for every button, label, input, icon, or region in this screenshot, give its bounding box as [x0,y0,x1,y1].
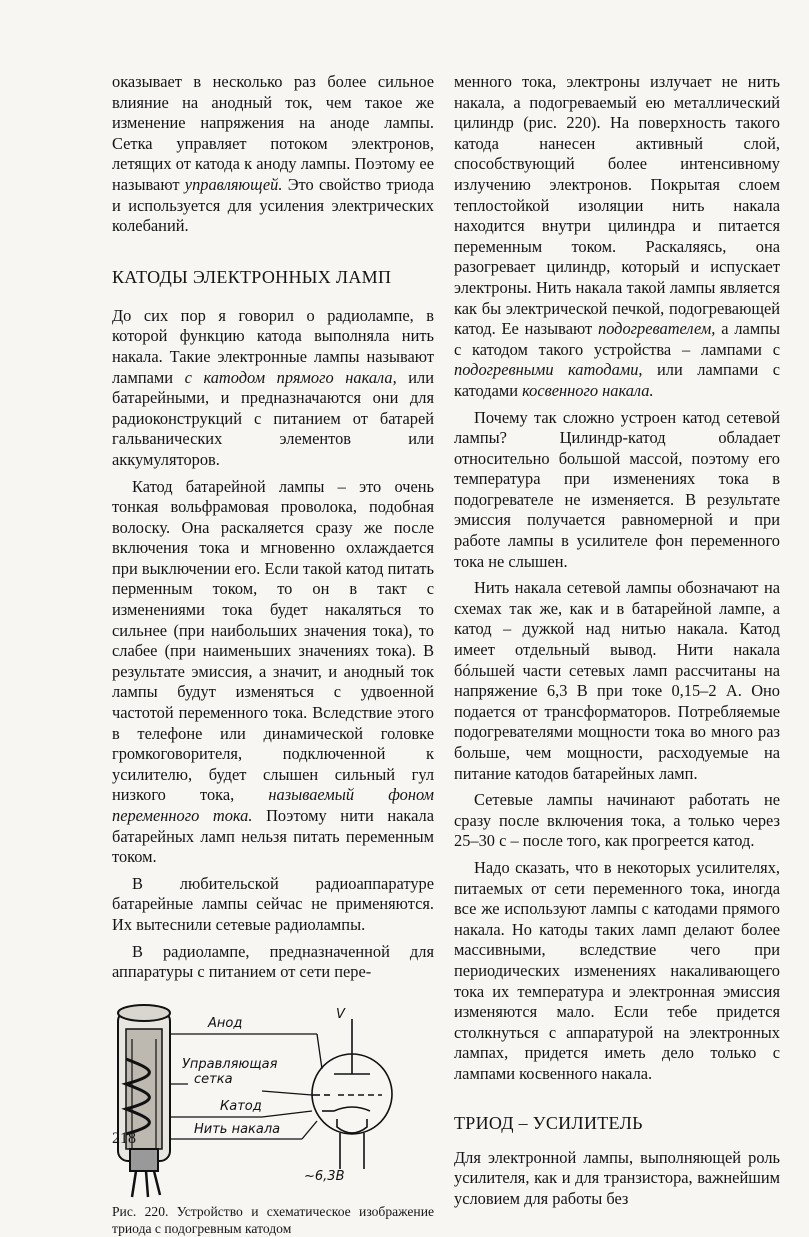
right-paragraph-5: Надо сказать, что в некоторых усилителях, питаемых от сети переменного тока, иногда все же используют лампы с катодами прямого накала. Но катоды таких ламп делают более массивными, вследствие чего при периодических изменениях накаливающего тока их температура и электронная эмиссия изменяются мало. Если тебе придется столкнуться с аппаратурой на электронных лампах, придется иметь дело только с лампами косвенного накала. [454,857,780,1083]
section-heading-cathodes: КАТОДЫ ЭЛЕКТРОННЫХ ЛАМП [112,266,392,287]
triode-illustration [112,999,434,1199]
page-number: 218 [112,1130,136,1147]
left-paragraph-1: оказывает в несколько раз более сильное влияние на анодный ток, чем такое же изменение напряжения на аноде лампы. Сетка управляет потоком электронов, летящих от катода к аноду лампы. Поэтому ее называют управляющей. Это свойство триода и используется для усиления электрических колебаний. [112,72,434,236]
right-paragraph-2: Почему так сложно устроен катод сетевой лампы? Цилиндр-катод обладает относительно большой массой, поэтому его температура при изменениях тока в подогревателе не изменяется. В результате эмиссия получается равномерной и при работе лампы в усилителе фон переменного тока не слышен. [454,407,780,571]
left-paragraph-3: Катод батарейной лампы – это очень тонкая вольфрамовая проволока, подобная волоску. Она раскаляется сразу же после включения тока и мгновенно охлаждается при выключении его. Если такой катод питать перменным током, то он в такт с изменениями тока будет накаляться то сильнее (при наибольших значения тока), то слабее (при наименьших значениях тока). В результате эмиссия, а значит, и анодный ток лампы будут изменяться с удвоенной частотой переменного тока. Вследствие этого в телефоне или динамической головке громкоговорителя, подключенной к усилителю, будет слышен сильный гул низкого тока, называемый фоном переменного тока. Поэтому нити накала батарейных ламп нельзя питать переменным током. [112,476,434,867]
left-paragraph-2: До сих пор я говорил о радиолампе, в которой функцию катода выполняла нить накала. Такие электронные лампы называют лампами с катодом прямого накала, или батарейными, и предназначаются они для радиоконструкций с питанием от батарей гальванических элементов или аккумуляторов. [112,305,434,469]
section-heading-triode: ТРИОД – УСИЛИТЕЛЬ [454,1112,643,1133]
triode-symbol [312,1019,392,1169]
figure-caption: Рис. 220. Устройство и схематическое изображение триода с подогревным катодом [112,1203,434,1236]
figure-label-anode: Анод [208,1015,243,1031]
right-column [454,72,780,1209]
figure-label-filament: Нить накала [194,1121,281,1137]
tube-drawing [118,1005,170,1197]
figure-triode [112,999,434,1199]
figure-label-v: V [336,1006,345,1022]
right-paragraph-6: Для электронной лампы, выполняющей роль усилителя, как и для транзистора, важнейшим условием для работы без [454,1147,780,1208]
figure-label-cathode: Катод [220,1098,262,1114]
right-paragraph-4: Сетевые лампы начинают работать не сразу после включения тока, а только через 25–30 с – после того, как прогреется катод. [454,790,780,851]
left-paragraph-5: В радиолампе, предназначенной для аппаратуры с питанием от сети пере- [112,941,434,982]
right-paragraph-1: менного тока, электроны излучает не нить накала, а подогреваемый ею металлический цилиндр (рис. 220). На поверхность такого катода нанесен активный слой, способствующий более интенсивному излучению электронов. Покрытая слоем теплостойкой изоляции нить накала находится внутри цилиндра и питается переменным током. Раскаляясь, она разогревает цилиндр, который и испускает электроны. Нить накала такой лампы является как бы электрической печкой, подогревающей катод. Ее называют подогревателем, а лампы с катодом такого устройства – лампами с подогревными катодами, или лампами с катодами косвенного накала. [454,72,780,400]
figure-label-voltage: ~6,3В [304,1168,345,1184]
right-paragraph-3: Нить накала сетевой лампы обозначают на схемах так же, как и в батарейной лампе, а катод – дужкой над нитью накала. Катод имеет отдельный вывод. Нити накала бóльшей части сетевых ламп рассчитаны на напряжение 6,3 В при токе 0,15–2 А. Оно подается от трансформаторов. Потребляемые подогревателями мощности тока во много раз больше, чем мощности, расходуемые на питание катодов батарейных ламп. [454,578,780,783]
figure-label-grid-2: сетка [194,1071,233,1087]
figure-label-grid-1: Управляющая [182,1056,278,1072]
left-column [112,72,434,1237]
left-paragraph-4: В любительской радиоаппаратуре батарейные лампы сейчас не применяются. Их вытеснили сетевые радиолампы. [112,873,434,934]
